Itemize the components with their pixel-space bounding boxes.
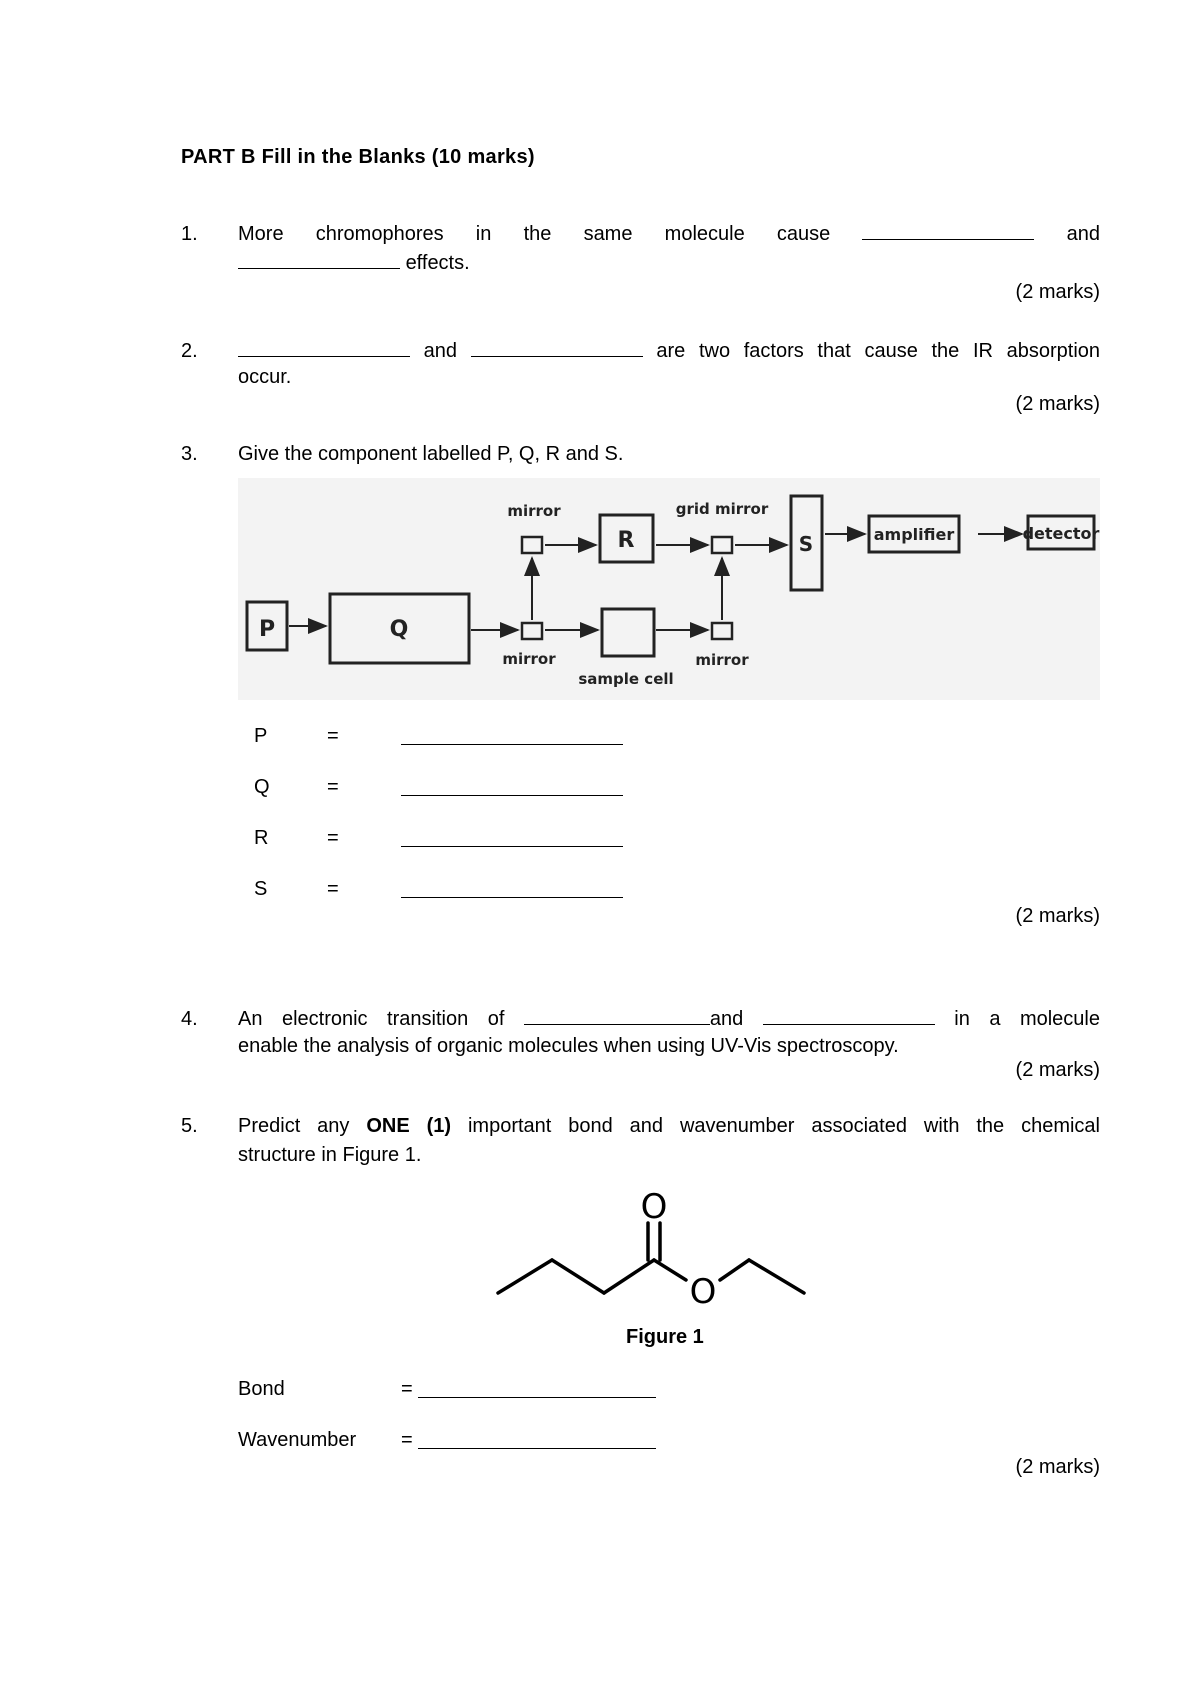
question-2-line-2: occur.: [238, 366, 292, 388]
bond: [498, 1260, 552, 1293]
q3-marks: (2 marks): [1015, 905, 1100, 927]
answer-eq: =: [327, 878, 339, 900]
label-mirror-bottom-left: mirror: [502, 650, 556, 668]
q4-blank-2[interactable]: [763, 1008, 935, 1025]
answer-label-s: S: [254, 878, 268, 900]
mirror-bottom-right: [712, 623, 732, 639]
answer-eq: =: [327, 776, 339, 798]
q2-rest: are two factors that cause the IR absorption: [656, 340, 1101, 362]
label-amplifier: amplifier: [873, 525, 955, 544]
figure-caption: Figure 1: [626, 1326, 704, 1348]
q4-and: and: [709, 1008, 744, 1030]
q4-pre: An electronic transition of: [238, 1008, 505, 1030]
question-1-line-2: [238, 252, 1100, 275]
bond: [654, 1260, 686, 1280]
label-grid-mirror: grid mirror: [675, 500, 769, 518]
question-4-line-1: [238, 1008, 1100, 1031]
q2-marks: (2 marks): [1015, 393, 1100, 415]
label-q: Q: [389, 617, 409, 642]
q1-word: in: [475, 223, 492, 245]
question-1-line-1: [238, 223, 1100, 246]
spectrometer-diagram: [238, 478, 1100, 700]
q5-marks: (2 marks): [1015, 1456, 1100, 1478]
box-sample-cell: [602, 609, 654, 656]
question-2-number: 2.: [181, 340, 198, 362]
q1-blank-2[interactable]: [238, 252, 400, 269]
question-5-line-1: [238, 1115, 1100, 1138]
q2-blank-1[interactable]: [238, 340, 410, 357]
question-4-line-2: enable the analysis of organic molecules when using UV-Vis spectroscopy.: [238, 1035, 899, 1057]
answer-eq: =: [327, 725, 339, 747]
q1-blank-1[interactable]: [862, 223, 1034, 240]
wavenumber-eq: =: [401, 1429, 413, 1451]
q5-post: important bond and wavenumber associated with the chemical: [467, 1115, 1101, 1137]
q1-marks: (2 marks): [1015, 281, 1100, 303]
answer-label-q: Q: [254, 776, 270, 798]
answer-label-p: P: [254, 725, 268, 747]
bond-blank[interactable]: [418, 1381, 656, 1404]
label-mirror-top: mirror: [507, 502, 561, 520]
oxygen-ester: O: [689, 1272, 717, 1312]
part-title: PART B Fill in the Blanks (10 marks): [181, 146, 535, 168]
q1-word: More: [238, 223, 284, 245]
q1-word: same: [583, 223, 633, 245]
oxygen-carbonyl: O: [640, 1187, 668, 1227]
answer-blank-q[interactable]: [401, 779, 623, 802]
question-3-number: 3.: [181, 443, 198, 465]
question-4-number: 4.: [181, 1008, 198, 1030]
question-1-number: 1.: [181, 223, 198, 245]
bond-label: Bond: [238, 1378, 285, 1400]
answer-blank-p[interactable]: [401, 728, 623, 751]
bond: [552, 1260, 604, 1293]
chemical-structure-figure: [490, 1180, 820, 1321]
answer-blank-s[interactable]: [401, 881, 623, 904]
mirror-top-left: [522, 537, 542, 553]
mirror-bottom-left: [522, 623, 542, 639]
question-3-text: Give the component labelled P, Q, R and S.: [238, 443, 624, 465]
mirror-top-right: [712, 537, 732, 553]
label-mirror-bottom-right: mirror: [695, 651, 749, 669]
q1-word: the: [523, 223, 552, 245]
q1-word: cause: [776, 223, 831, 245]
q5-pre: Predict any: [238, 1115, 350, 1137]
question-5-number: 5.: [181, 1115, 198, 1137]
answer-label-r: R: [254, 827, 269, 849]
wavenumber-blank[interactable]: [418, 1432, 656, 1455]
q2-and: and: [423, 340, 458, 362]
q1-word: molecule: [664, 223, 745, 245]
question-5-line-2: structure in Figure 1.: [238, 1144, 422, 1166]
bond: [720, 1260, 749, 1280]
q4-post: in a molecule: [954, 1008, 1100, 1030]
q1-effects: effects.: [405, 252, 470, 274]
q5-bold: ONE (1): [366, 1115, 452, 1137]
question-2-line-1: [238, 340, 1100, 363]
q2-blank-2[interactable]: [471, 340, 643, 357]
bond: [604, 1260, 654, 1293]
answer-eq: =: [327, 827, 339, 849]
label-p: P: [258, 617, 276, 642]
q4-blank-1[interactable]: [524, 1008, 710, 1025]
bond-eq: =: [401, 1378, 413, 1400]
label-r: R: [617, 528, 635, 553]
q1-word: chromophores: [315, 223, 444, 245]
label-sample-cell: sample cell: [578, 670, 674, 688]
label-detector: detector: [1022, 524, 1100, 543]
wavenumber-label: Wavenumber: [238, 1429, 357, 1451]
answer-blank-r[interactable]: [401, 830, 623, 853]
label-s: S: [798, 532, 814, 556]
q4-marks: (2 marks): [1015, 1059, 1100, 1081]
bond: [749, 1260, 804, 1293]
q1-and: and: [1066, 223, 1101, 245]
